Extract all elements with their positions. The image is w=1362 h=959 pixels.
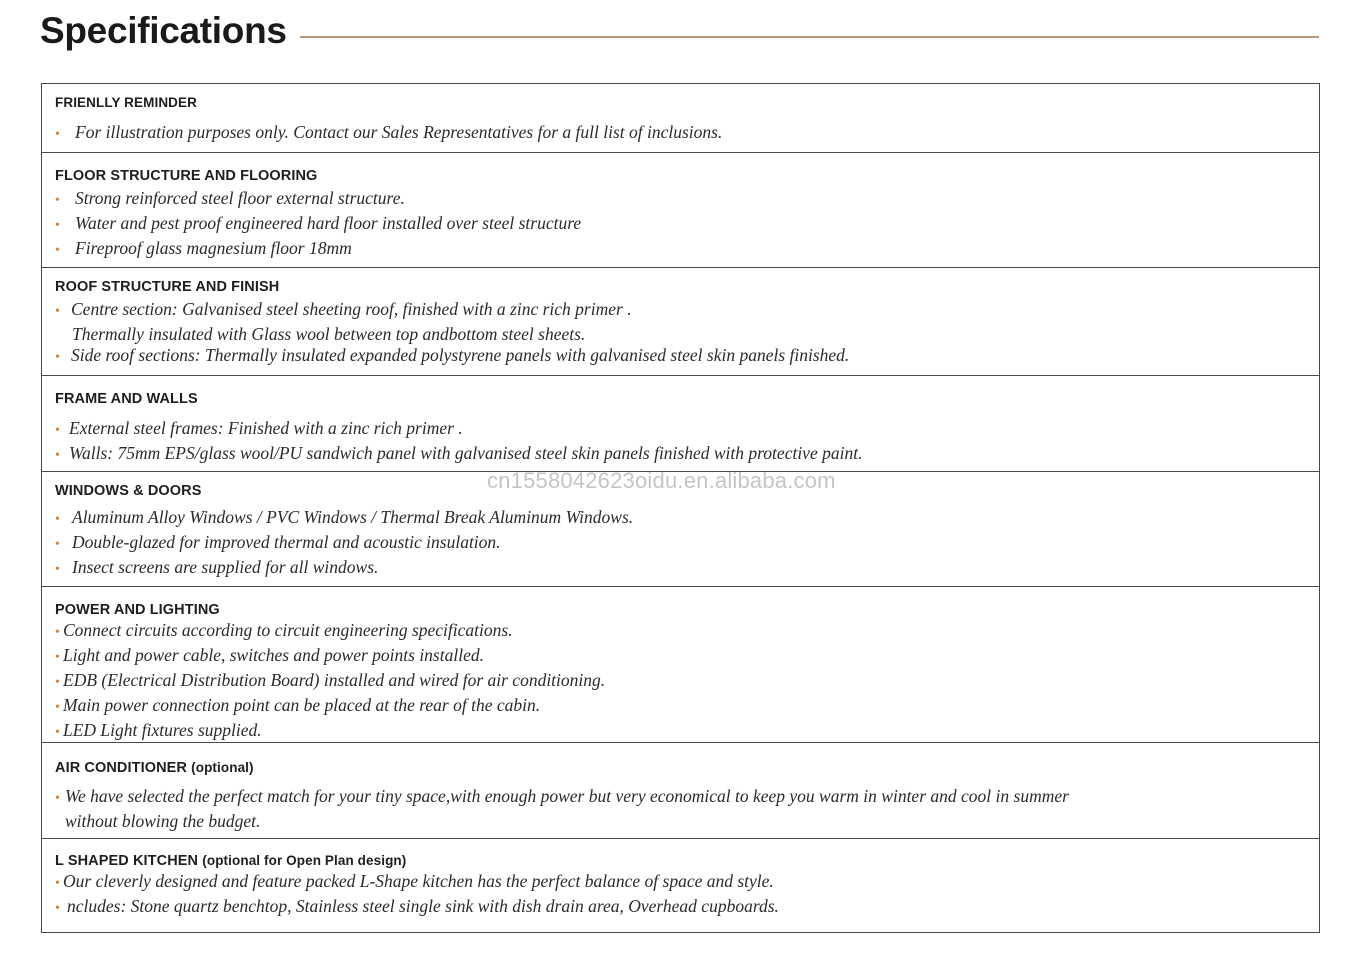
bullet-icon: • [55,562,60,577]
section-air-conditioner [42,742,1319,838]
bullet-icon: • [55,700,60,715]
section-heading: AIR CONDITIONER (optional) [55,760,254,776]
section-power-lighting [42,586,1319,742]
list-item-continuation: Thermally insulated with Glass wool between top andbottom steel sheets. [72,324,586,344]
list-item: • Our cleverly designed and feature packed L-Shape kitchen has the perfect balance of space and style. [55,870,1319,895]
section-heading: FRIENLLY REMINDER [55,95,197,110]
section-heading: POWER AND LIGHTING [55,602,220,618]
section-floor-structure [42,152,1319,267]
specifications-table [41,83,1320,933]
bullet-icon: • [55,512,60,527]
section-heading: WINDOWS & DOORS [55,483,202,499]
list-item-continuation: without blowing the budget. [65,811,261,831]
list-item: • External steel frames: Finished with a zinc rich primer . [55,417,1319,442]
bullet-icon: • [55,218,60,233]
bullet-icon: • [55,423,60,438]
bullet-icon: • [55,350,60,365]
section-heading: ROOF STRUCTURE AND FINISH [55,279,280,295]
section-frame-walls [42,375,1319,471]
section-heading: FLOOR STRUCTURE AND FLOORING [55,168,318,184]
bullet-icon: • [55,901,60,916]
section-kitchen [42,838,1319,932]
bullet-icon: • [55,675,60,690]
watermark-text: cn1558042623oidu.en.alibaba.com [487,468,836,493]
list-item: • EDB (Electrical Distribution Board) installed and wired for air conditioning. [55,669,1319,694]
section-heading: L SHAPED KITCHEN (optional for Open Plan design) [55,853,407,869]
list-item: • Strong reinforced steel floor external structure. [55,187,1319,212]
bullet-icon: • [55,537,60,552]
optional-note: (optional) [191,760,254,775]
page-title: Specifications [40,10,287,51]
list-item: • Double-glazed for improved thermal and acoustic insulation. [55,531,1319,556]
list-item: • Insect screens are supplied for all windows. [55,556,1319,581]
section-heading: FRAME AND WALLS [55,391,198,407]
bullet-icon: • [55,876,60,891]
list-item: • For illustration purposes only. Contact our Sales Representatives for a full list of inclusions. [55,121,1319,146]
list-item: • Aluminum Alloy Windows / PVC Windows / Thermal Break Aluminum Windows. [55,506,1319,531]
list-item: • Main power connection point can be placed at the rear of the cabin. [55,694,1319,719]
list-item: • Light and power cable, switches and power points installed. [55,644,1319,669]
section-friendly-reminder [42,84,1319,152]
bullet-icon: • [55,127,60,142]
bullet-icon: • [55,791,60,806]
list-item: • Centre section: Galvanised steel sheeting roof, finished with a zinc rich primer . [55,298,1319,323]
bullet-icon: • [55,725,60,740]
list-item: • Walls: 75mm EPS/glass wool/PU sandwich panel with galvanised steel skin panels finished with protective paint. [55,442,1319,467]
list-item: • We have selected the perfect match for your tiny space,with enough power but very economical to keep you warm in winter and cool in summer [55,785,1319,810]
optional-note: (optional for Open Plan design) [202,853,407,868]
bullet-icon: • [55,650,60,665]
list-item: • Connect circuits according to circuit engineering specifications. [55,619,1319,644]
bullet-icon: • [55,193,60,208]
list-item: • Water and pest proof engineered hard floor installed over steel structure [55,212,1319,237]
section-roof-structure [42,267,1319,375]
list-item: • Fireproof glass magnesium floor 18mm [55,237,1319,262]
bullet-icon: • [55,448,60,463]
list-item: • Side roof sections: Thermally insulated expanded polystyrene panels with galvanised steel skin panels finished. [55,344,1319,369]
bullet-icon: • [55,243,60,258]
list-item: • ncludes: Stone quartz benchtop, Stainless steel single sink with dish drain area, Overhead cupboards. [55,895,1319,920]
title-divider [300,36,1319,38]
bullet-icon: • [55,304,60,319]
list-item: • LED Light fixtures supplied. [55,719,1319,744]
bullet-icon: • [55,625,60,640]
